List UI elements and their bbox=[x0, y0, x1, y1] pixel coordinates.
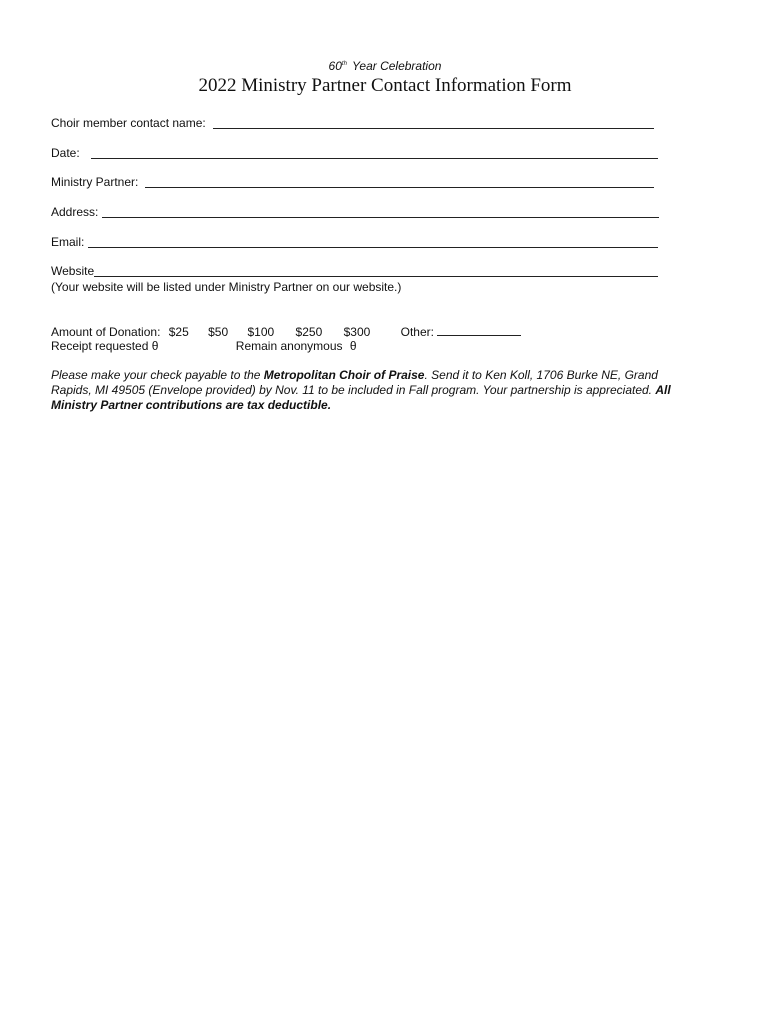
choir-member-label: Choir member contact name: bbox=[51, 116, 206, 130]
donation-label: Amount of Donation: bbox=[51, 325, 161, 339]
date-label: Date: bbox=[51, 146, 80, 160]
celebration-text: Year Celebration bbox=[352, 59, 442, 73]
instructions-text-2: . Send it to Ken Koll, 1706 Burke NE, Grand Rapids, MI 49505 (Envelope provided) by Nov. 11 to be included in Fall program. Your partnership is appreciated. bbox=[51, 368, 658, 397]
receipt-row bbox=[51, 339, 357, 353]
website-input[interactable] bbox=[94, 265, 658, 277]
date-input[interactable] bbox=[91, 147, 658, 159]
instructions-text-1: Please make your check payable to the bbox=[51, 368, 264, 382]
choir-member-input[interactable] bbox=[213, 117, 654, 129]
form-title: 2022 Ministry Partner Contact Information Form bbox=[198, 75, 572, 96]
address-field[interactable] bbox=[51, 205, 659, 219]
website-field[interactable] bbox=[51, 264, 658, 278]
remain-anonymous-checkbox[interactable]: θ bbox=[349, 339, 357, 353]
choir-member-field[interactable] bbox=[51, 116, 654, 130]
email-field[interactable] bbox=[51, 235, 658, 249]
address-input[interactable] bbox=[102, 206, 659, 218]
website-note: (Your website will be listed under Ministry Partner on our website.) bbox=[51, 280, 402, 294]
celebration-number: 60 bbox=[328, 59, 342, 73]
date-field[interactable] bbox=[51, 146, 658, 160]
website-label: Website bbox=[51, 264, 95, 278]
donation-amount-100[interactable]: $100 bbox=[247, 325, 275, 339]
email-input[interactable] bbox=[88, 236, 658, 248]
tax-deductible-note: All Ministry Partner contributions are tax deductible. bbox=[51, 383, 671, 412]
instructions-paragraph bbox=[51, 368, 691, 413]
ministry-partner-field[interactable] bbox=[51, 175, 654, 189]
donation-other-label: Other: bbox=[400, 325, 434, 339]
donation-amount-300[interactable]: $300 bbox=[343, 325, 371, 339]
remain-anonymous-label: Remain anonymous bbox=[235, 339, 343, 353]
receipt-requested-checkbox[interactable]: θ bbox=[151, 339, 159, 353]
ministry-partner-label: Ministry Partner: bbox=[51, 175, 139, 189]
address-label: Address: bbox=[51, 205, 99, 219]
donation-row bbox=[51, 324, 521, 339]
donation-amount-50[interactable]: $50 bbox=[208, 325, 229, 339]
donation-amount-25[interactable]: $25 bbox=[168, 325, 189, 339]
email-label: Email: bbox=[51, 235, 85, 249]
receipt-requested-label: Receipt requested bbox=[51, 339, 149, 353]
donation-other-input[interactable] bbox=[437, 324, 521, 336]
donation-amount-250[interactable]: $250 bbox=[295, 325, 323, 339]
celebration-subtitle bbox=[0, 59, 770, 73]
choir-name: Metropolitan Choir of Praise bbox=[263, 368, 425, 382]
ministry-partner-input[interactable] bbox=[145, 176, 654, 188]
celebration-suffix: th bbox=[341, 61, 347, 67]
